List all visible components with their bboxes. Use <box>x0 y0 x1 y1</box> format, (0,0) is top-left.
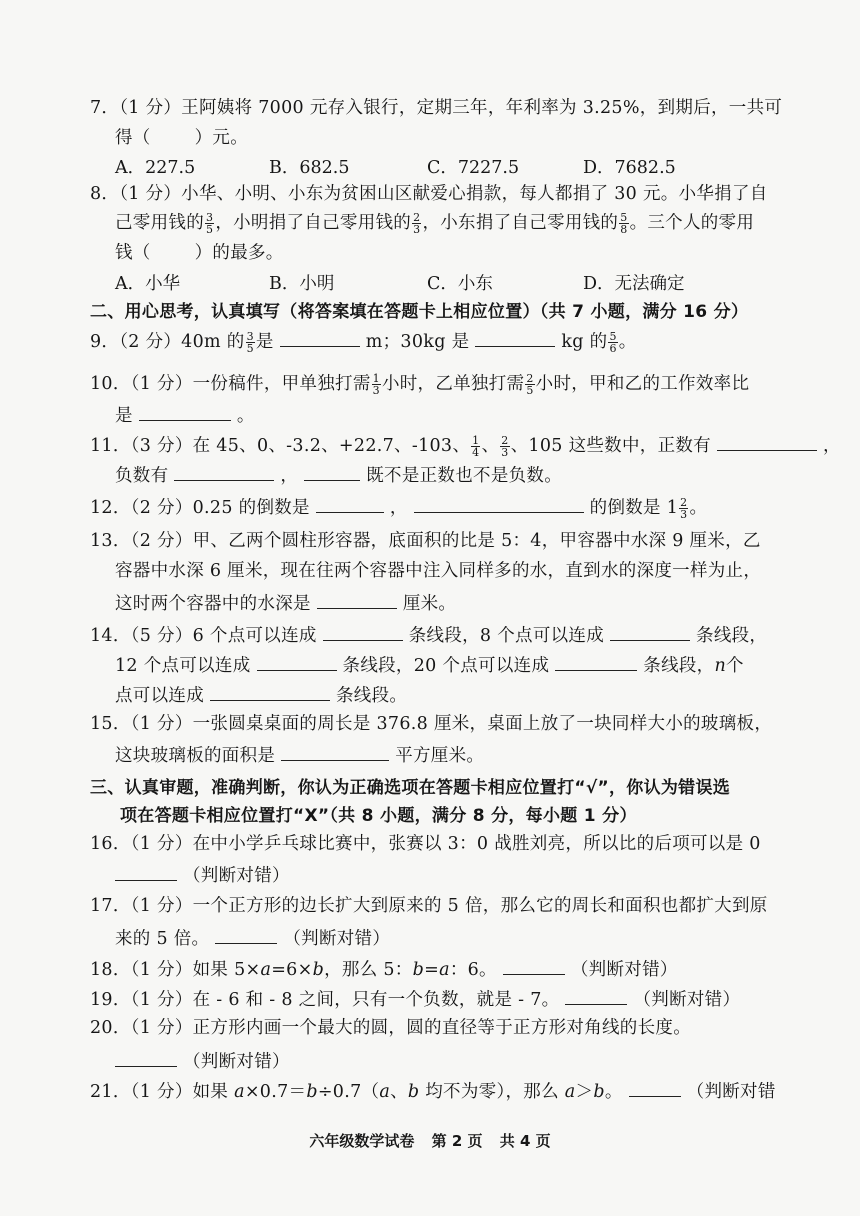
section-3-heading-line-1: 三、认真审题，准确判断，你认为正确选项在答题卡相应位置打“√”，你认为错误选 <box>90 778 731 798</box>
answer-blank[interactable] <box>414 494 584 513</box>
answer-blank[interactable] <box>317 590 397 609</box>
footer-page-total: 共 4 页 <box>499 1132 551 1150</box>
answer-blank[interactable] <box>629 1078 681 1097</box>
footer-title: 六年级数学试卷 <box>309 1132 415 1150</box>
section-2-heading: 二、用心思考，认真填写（将答案填在答题卡上相应位置）（共 7 小题，满分 16 分） <box>90 302 749 322</box>
question-21: 21．（1 分）如果 a×0.7＝b÷0.7（a、b 均不为零），那么 a＞b。 （判断对错 <box>90 1078 776 1104</box>
answer-blank[interactable] <box>304 462 360 481</box>
question-14-line-1: 14．（5 分）6 个点可以连成 条线段，8 个点可以连成 条线段， <box>90 622 767 648</box>
answer-blank[interactable] <box>323 622 403 641</box>
fraction: $\frac{3}{5}$ <box>246 330 254 355</box>
question-11-line-1: 11．（3 分）在 45、0、-3.2、+22.7、-103、 $\frac{1}{4}$ 、 $\frac{2}{3}$ 、105 这些数中，正数有 ， <box>90 434 841 459</box>
question-7-line-2: 得（ ）元。 <box>115 128 249 148</box>
question-15-line-1: 15．（1 分）一张圆桌桌面的周长是 376.8 厘米，桌面上放了一块同样大小的玻璃板， <box>90 714 773 734</box>
question-16-line-2: （判断对错） <box>115 862 290 888</box>
answer-blank[interactable] <box>257 652 337 671</box>
answer-blank[interactable] <box>210 682 330 701</box>
question-8-line-1: 8．（1 分）小华、小明、小东为贫困山区献爱心捐款，每人都捐了 30 元。小华捐了自 <box>90 184 768 204</box>
question-7-line-1: 7．（1 分）王阿姨将 7000 元存入银行，定期三年，年利率为 3.25%，到期后，一共可 <box>90 98 783 118</box>
question-18: 18．（1 分）如果 5×a=6×b，那么 5：b=a：6。 （判断对错） <box>90 956 678 982</box>
answer-blank[interactable] <box>316 494 384 513</box>
question-7-option-c: C．7227.5 <box>427 158 520 178</box>
question-17-line-1: 17．（1 分）一个正方形的边长扩大到原来的 5 倍，那么它的周长和面积也都扩大到原 <box>90 896 768 916</box>
question-20-line-1: 20．（1 分）正方形内画一个最大的圆，圆的直径等于正方形对角线的长度。 <box>90 1018 692 1038</box>
question-12: 12．（2 分）0.25 的倒数是 ， 的倒数是 1 $\frac{2}{3}$ 。 <box>90 496 708 521</box>
answer-blank[interactable] <box>610 622 690 641</box>
question-20-line-2: （判断对错） <box>115 1048 290 1074</box>
answer-blank[interactable] <box>115 862 177 881</box>
question-17-line-2: 来的 5 倍。 （判断对错） <box>115 925 390 951</box>
question-8-option-a: A．小华 <box>115 274 181 294</box>
question-13-line-3: 这时两个容器中的水深是 厘米。 <box>115 590 456 616</box>
question-11-line-2: 负数有 ， 既不是正数也不是负数。 <box>115 462 562 488</box>
answer-blank[interactable] <box>503 956 565 975</box>
answer-blank[interactable] <box>280 328 360 347</box>
question-8-line-2: 己零用钱的 $\frac{3}{5}$ ，小明捐了自己零用钱的 $\frac{2}{3}$ ，小东捐了自己零用钱的 $\frac{5}{8}$ 。三个人的零用 <box>115 211 755 236</box>
answer-blank[interactable] <box>115 1048 177 1067</box>
question-15-line-2: 这块玻璃板的面积是 平方厘米。 <box>115 742 484 768</box>
fraction: $\frac{5}{8}$ <box>620 211 628 236</box>
answer-blank[interactable] <box>139 402 231 421</box>
question-8-option-d: D．无法确定 <box>583 274 685 294</box>
question-10-line-1: 10．（1 分）一份稿件，甲单独打需 $\frac{1}{3}$ 小时，乙单独打需 $\frac{2}{5}$ 小时，甲和乙的工作效率比 <box>90 372 750 397</box>
answer-blank[interactable] <box>565 986 627 1005</box>
answer-blank[interactable] <box>215 925 277 944</box>
question-7-option-a: A．227.5 <box>115 158 196 178</box>
fraction: $\frac{1}{3}$ <box>372 372 380 397</box>
question-13-line-2: 容器中水深 6 厘米，现在往两个容器中注入同样多的水，直到水的深度一样为止， <box>115 561 762 581</box>
question-8-option-b: B．小明 <box>269 274 335 294</box>
page-footer <box>0 1130 860 1151</box>
fraction: $\frac{3}{5}$ <box>206 211 214 236</box>
answer-blank[interactable] <box>475 328 555 347</box>
question-8-line-3: 钱（ ）的最多。 <box>115 243 284 263</box>
footer-page-number: 第 2 页 <box>431 1132 483 1150</box>
question-16-line-1: 16．（1 分）在中小学乒乓球比赛中，张赛以 3：0 战胜刘亮，所以比的后项可以是 0 <box>90 834 761 854</box>
answer-blank[interactable] <box>555 652 637 671</box>
question-13-line-1: 13．（2 分）甲、乙两个圆柱形容器，底面积的比是 5：4，甲容器中水深 9 厘米，乙 <box>90 531 761 551</box>
answer-blank[interactable] <box>281 742 389 761</box>
fraction: $\frac{2}{3}$ <box>680 496 688 521</box>
fraction: $\frac{2}{5}$ <box>526 372 534 397</box>
question-10-line-2: 是 。 <box>115 402 255 428</box>
question-7-option-d: D．7682.5 <box>583 158 676 178</box>
question-14-line-3: 点可以连成 条线段。 <box>115 682 407 708</box>
question-19: 19．（1 分）在 - 6 和 - 8 之间，只有一个负数，就是 - 7。 （判断对错） <box>90 986 740 1012</box>
question-7-option-b: B．682.5 <box>269 158 350 178</box>
section-3-heading-line-2: 项在答题卡相应位置打“X”（共 8 小题，满分 8 分，每小题 1 分） <box>120 806 637 826</box>
question-14-line-2: 12 个点可以连成 条线段，20 个点可以连成 条线段，n个 <box>115 652 744 678</box>
fraction: $\frac{2}{3}$ <box>413 211 421 236</box>
question-8-option-c: C．小东 <box>427 274 493 294</box>
answer-blank[interactable] <box>717 432 817 451</box>
question-9: 9．（2 分）40m 的 $\frac{3}{5}$ 是 m；30kg 是 kg 的 $\frac{5}{6}$ 。 <box>90 330 637 355</box>
answer-blank[interactable] <box>174 462 274 481</box>
fraction: $\frac{2}{3}$ <box>501 434 509 459</box>
fraction: $\frac{1}{4}$ <box>472 434 480 459</box>
fraction: $\frac{5}{6}$ <box>609 330 617 355</box>
